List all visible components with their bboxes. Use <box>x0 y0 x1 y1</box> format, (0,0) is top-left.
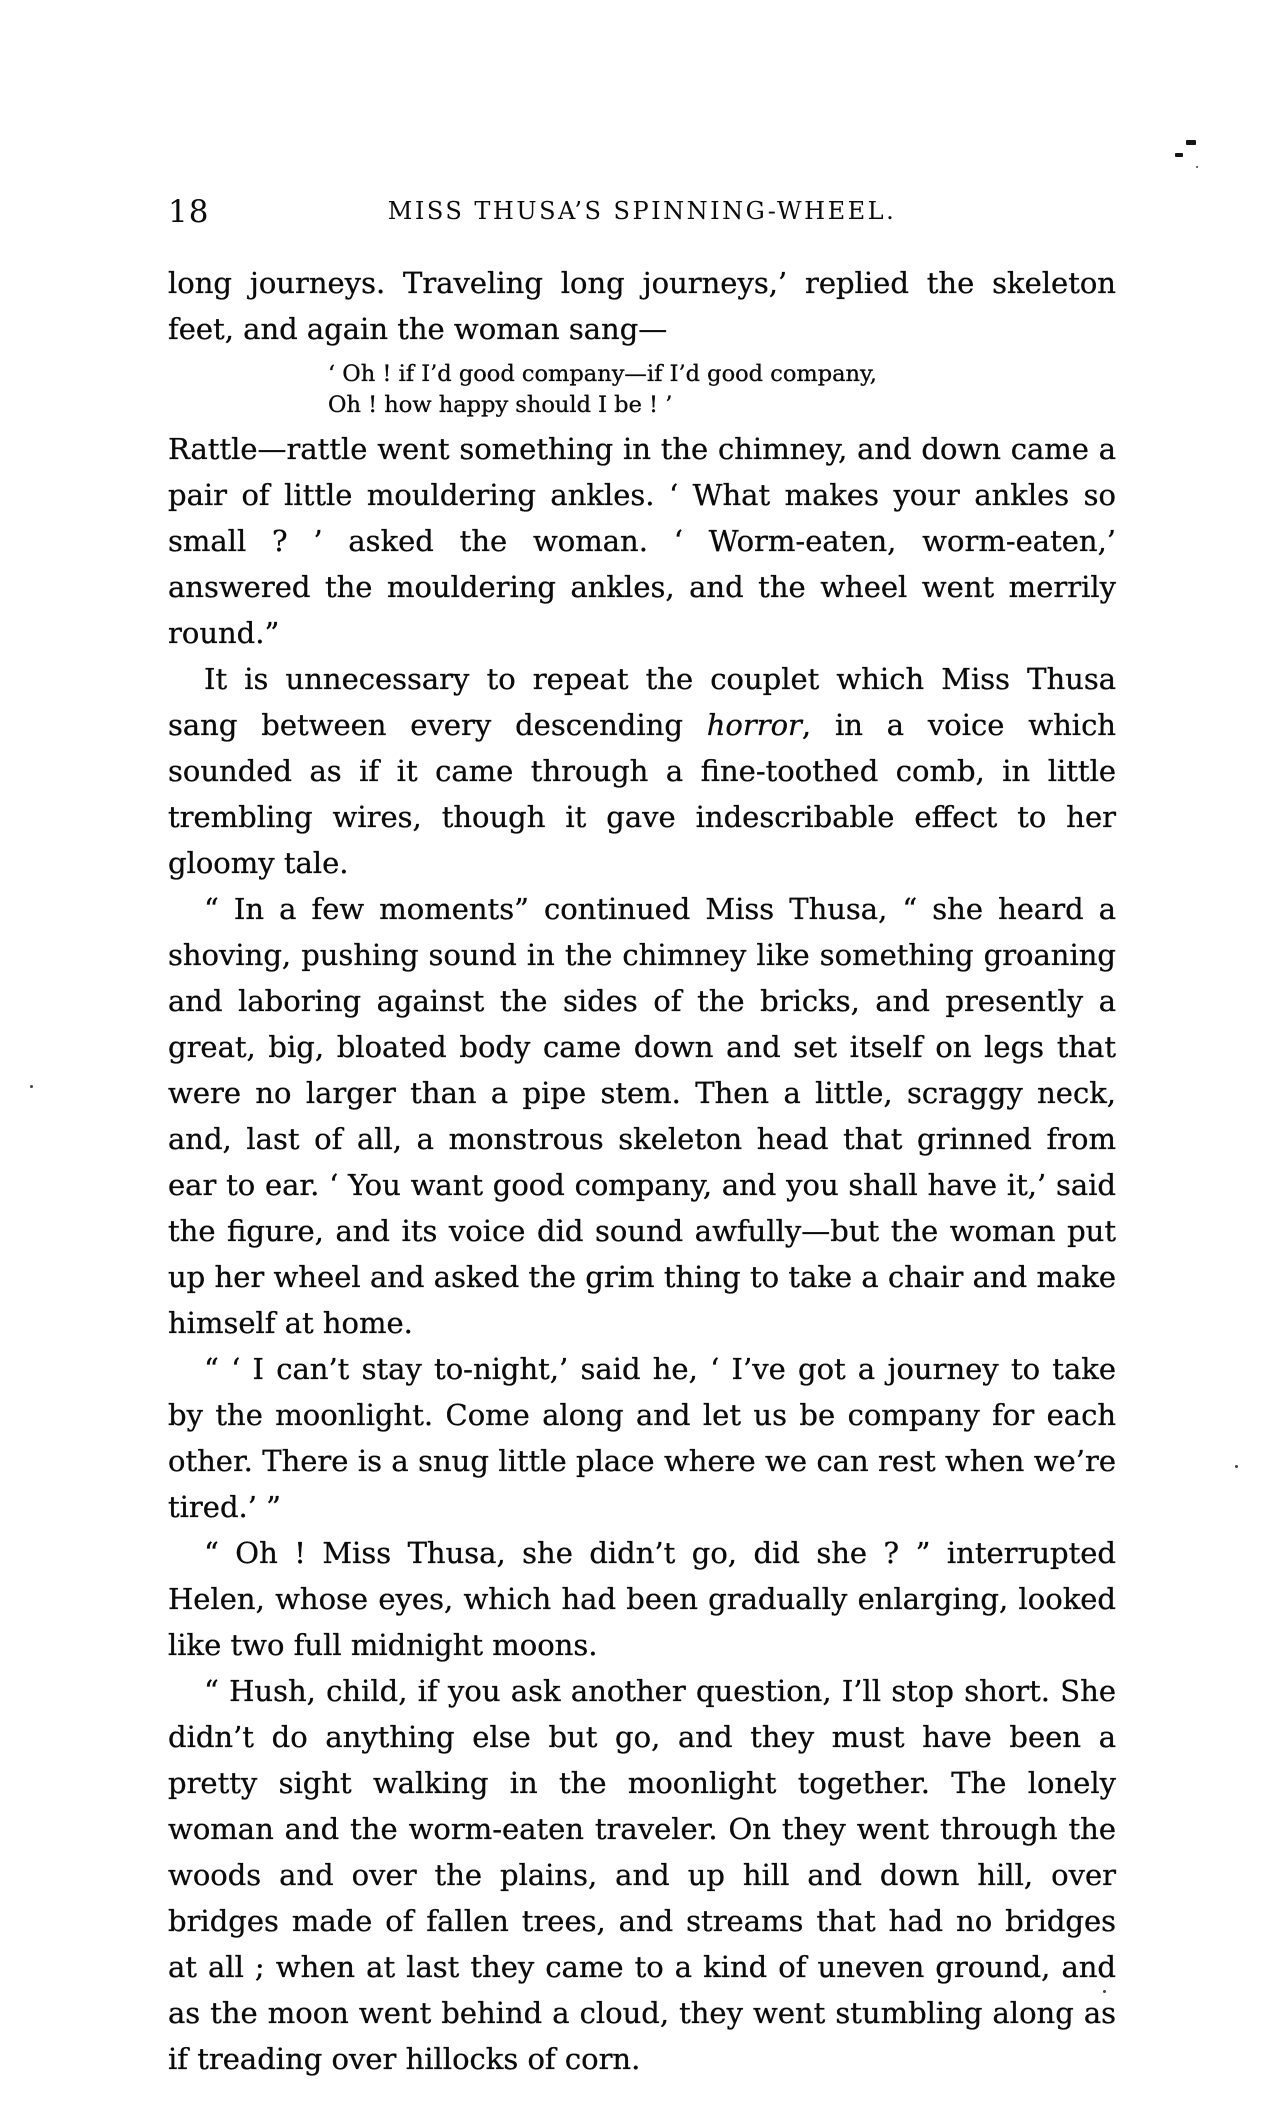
text-run: It is unnecessary to repeat the couplet which Miss Thusa sang between every descending <box>168 662 1116 742</box>
paragraph <box>168 1530 1116 1668</box>
paragraph <box>168 1346 1116 1530</box>
italic-text: horror <box>706 708 802 742</box>
ink-dot-bottom-right <box>1103 1990 1106 1993</box>
ink-dash-top-right-2 <box>1175 153 1183 157</box>
ink-dot-left-margin <box>30 1085 33 1088</box>
paragraph <box>168 426 1116 656</box>
page-text <box>168 260 1116 2082</box>
text-run: “ ‘ I can’t stay to-night,’ said he, ‘ I’ve got a journey to take by the moonlight. Come along and let us be company for each other. There is a snug little place where we can rest when we’re tired.’ ” <box>168 1352 1116 1524</box>
verse-line: ‘ Oh ! if I’d good company—if I’d good company, <box>328 361 877 387</box>
verse <box>328 359 1116 421</box>
text-run: “ In a few moments” continued Miss Thusa, “ she heard a shoving, pushing sound in the chimney like something groaning and laboring against the sides of the bricks, and presently a great, big, bloated body came down and set itself on legs that were no larger than a pipe stem. Then a little, scraggy neck, and, last of all, a monstrous skeleton head that grinned from ear to ear. ‘ You want good company, and you shall have it,’ said the figure, and its voice did sound awfully—but the woman put up her wheel and asked the grim thing to take a chair and make himself at home. <box>168 892 1116 1340</box>
paragraph <box>168 886 1116 1346</box>
paragraph <box>168 260 1116 352</box>
text-run: “ Hush, child, if you ask another question, I’ll stop short. She didn’t do anything else but go, and they must have been a pretty sight walking in the moonlight together. The lonely woman and the worm-eaten traveler. On they went through the woods and over the plains, and up hill and down hill, over bridges made of fallen trees, and streams that had no bridges at all ; when at last they came to a kind of uneven ground, and as the moon went behind a cloud, they went stumbling along as if treading over hillocks of corn. <box>168 1674 1116 2076</box>
running-title: MISS THUSA’S SPINNING-WHEEL. <box>387 197 897 225</box>
paragraph <box>168 1668 1116 2082</box>
text-run: long journeys. Traveling long journeys,’ replied the skeleton feet, and again the woman sang— <box>168 266 1116 346</box>
text-run: , in a voice which sounded as if it came through a fine-toothed comb, in little trembling wires, though it gave indescribable effect to her gloomy tale. <box>168 708 1116 880</box>
ink-speck-top-right <box>1196 166 1198 168</box>
text-run: “ Oh ! Miss Thusa, she didn’t go, did she ? ” interrupted Helen, whose eyes, which had been gradually enlarging, looked like two full midnight moons. <box>168 1536 1116 1662</box>
verse-line: Oh ! how happy should I be ! ’ <box>328 392 673 418</box>
text-run: Rattle—rattle went something in the chimney, and down came a pair of little mouldering ankles. ‘ What makes your ankles so small ? ’ asked the woman. ‘ Worm-eaten, worm-eaten,’ answered the mouldering ankles, and the wheel went merrily round.” <box>168 432 1116 650</box>
ink-dot-right-margin <box>1235 1465 1238 1468</box>
paragraph <box>168 656 1116 886</box>
page-header <box>168 194 1116 234</box>
ink-dash-top-right-1 <box>1186 140 1196 145</box>
page-number: 18 <box>168 194 210 230</box>
